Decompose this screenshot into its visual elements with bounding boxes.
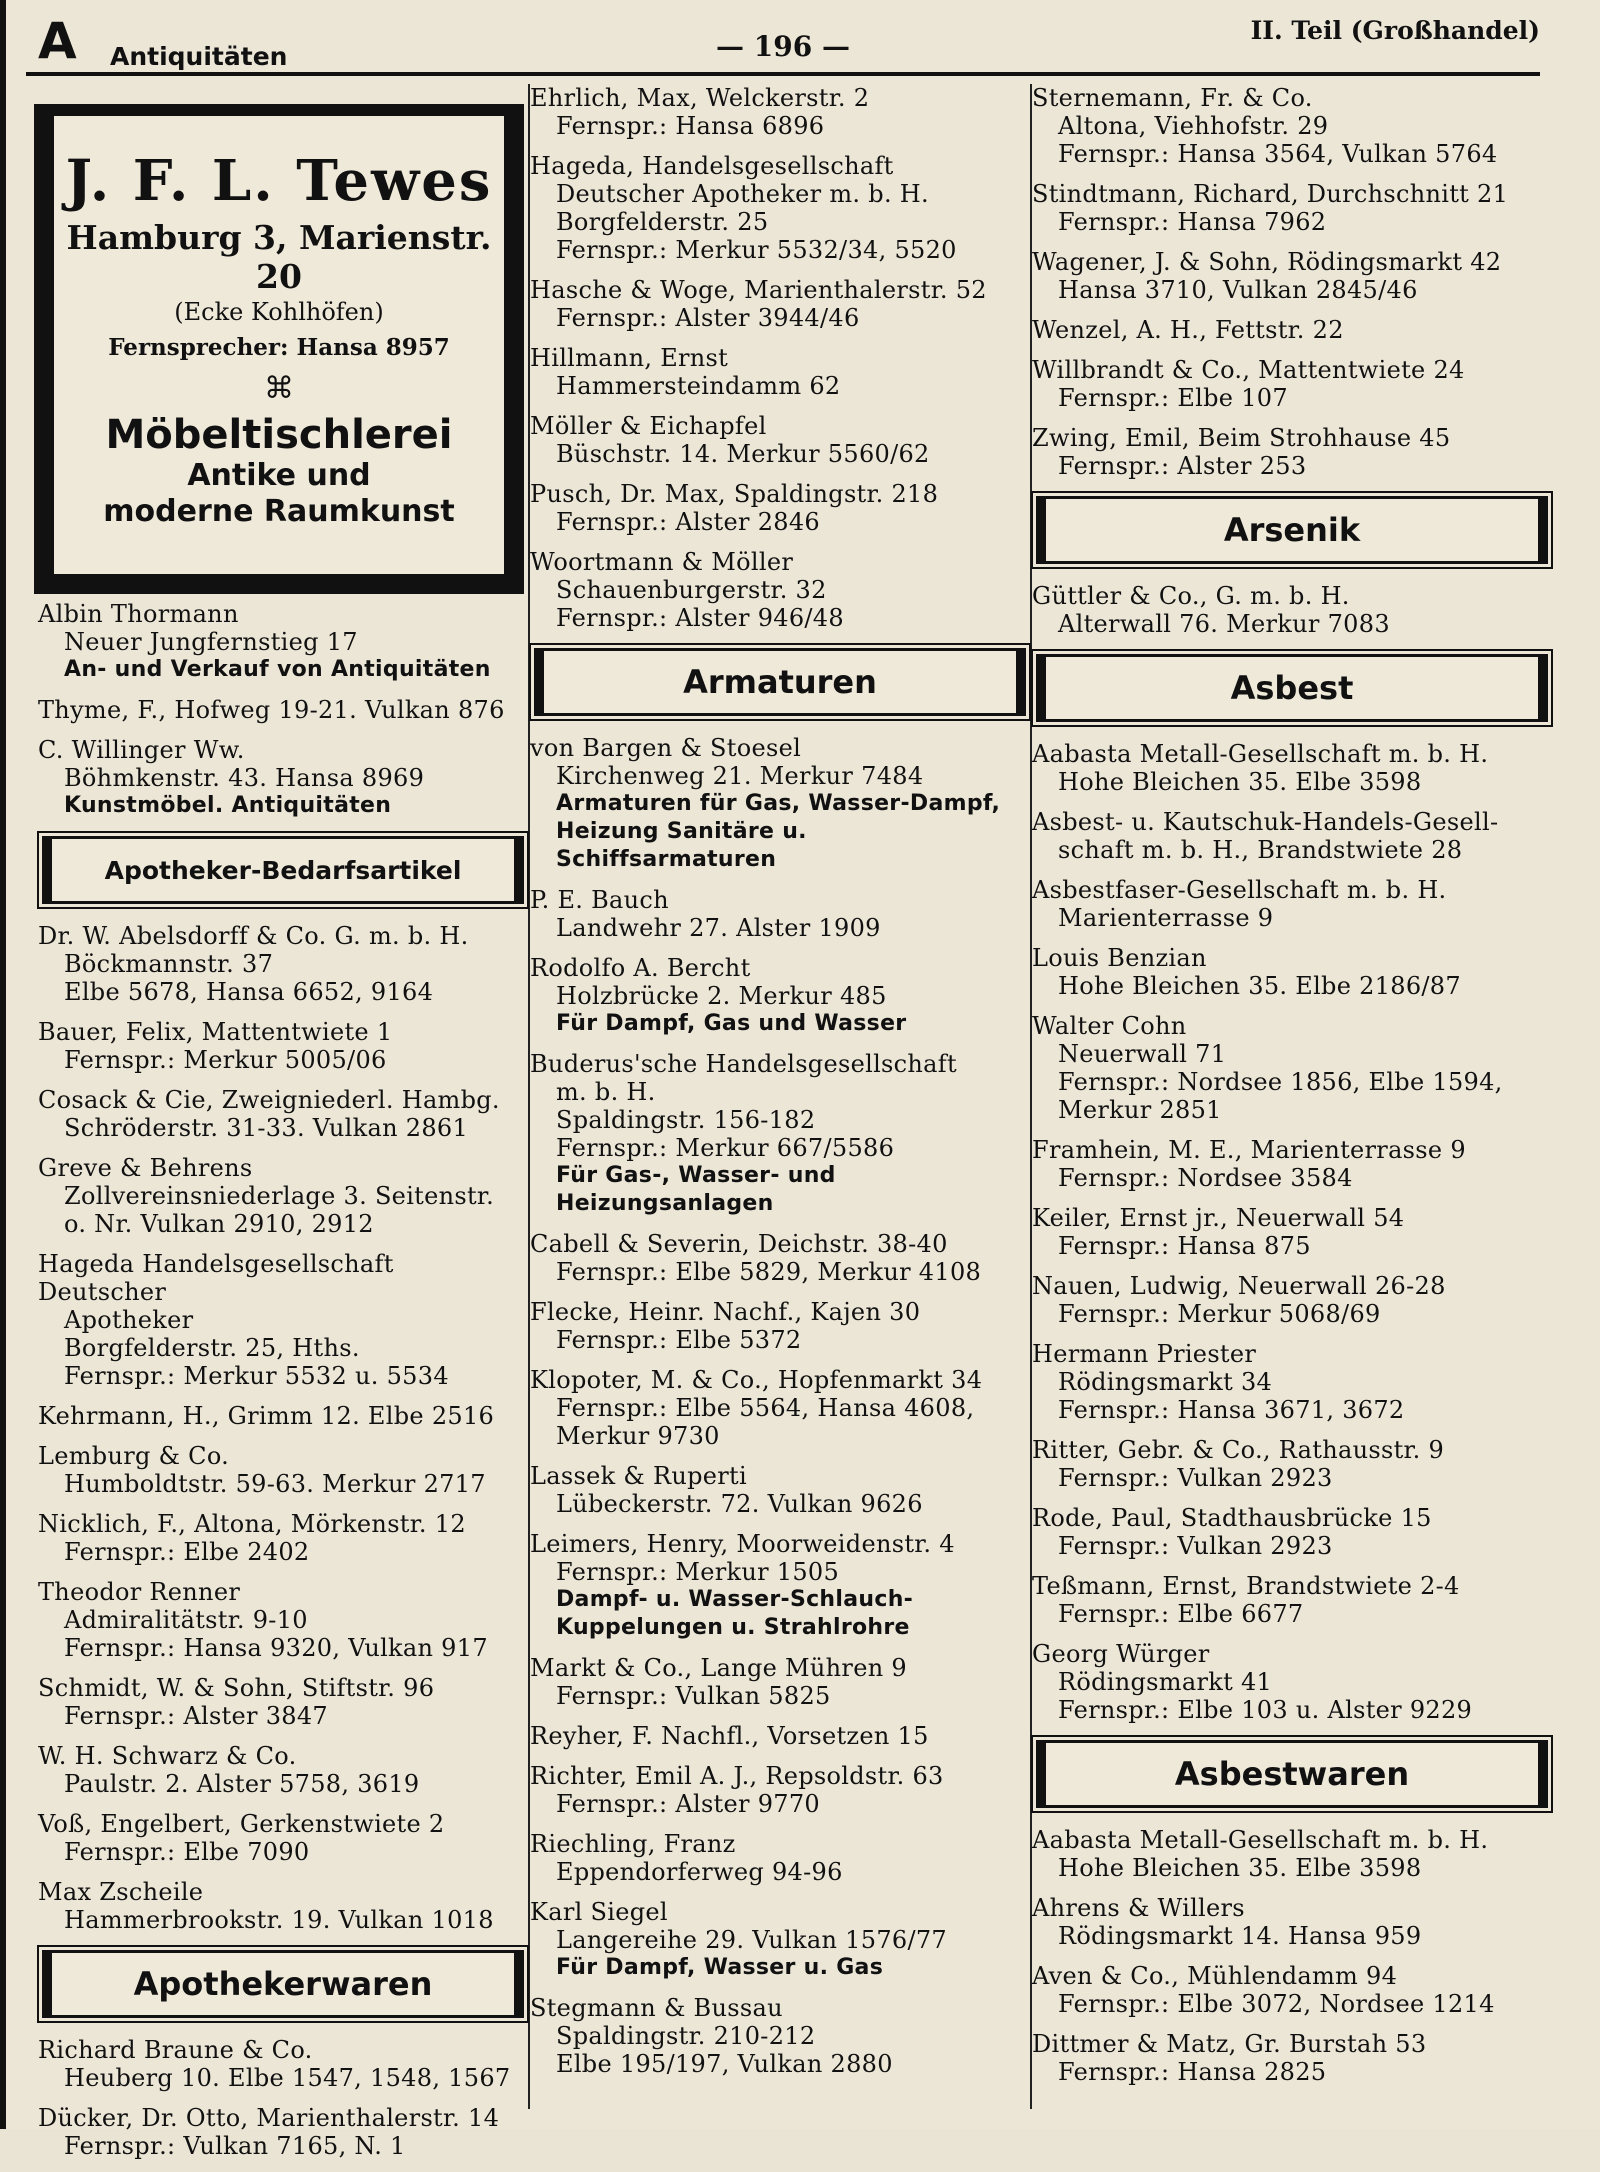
entry-detail: Holzbrücke 2. Merkur 485 [556, 982, 887, 1010]
directory-entry [530, 1298, 1030, 1354]
entry-detail: Fernspr.: Elbe 103 u. Alster 9229 [1058, 1696, 1473, 1724]
header-category: Antiquitäten [110, 42, 288, 71]
entry-detail: Büschstr. 14. Merkur 5560/62 [556, 440, 930, 468]
entry-name: Hermann Priester [1032, 1340, 1257, 1368]
column-1 [38, 600, 528, 2172]
directory-entry [530, 1462, 1030, 1518]
directory-entry [38, 2104, 528, 2160]
directory-entry [530, 480, 1030, 536]
entry-name: Markt & Co., Lange Mühren 9 [530, 1654, 907, 1682]
entry-detail: Alterwall 76. Merkur 7083 [1058, 610, 1390, 638]
entry-detail: Fernspr.: Hansa 875 [1058, 1232, 1311, 1260]
entry-name: Asbestfaser-Gesellschaft m. b. H. [1032, 876, 1447, 904]
directory-entry [38, 696, 528, 724]
entry-detail: Hammerbrookstr. 19. Vulkan 1018 [64, 1906, 494, 1934]
directory-entry [38, 736, 528, 820]
ad-subtitle-2: moderne Raumkunst [103, 494, 455, 529]
column-2 [530, 84, 1030, 2090]
entry-detail: Landwehr 27. Alster 1909 [556, 914, 881, 942]
entry-detail: Hammersteindamm 62 [556, 372, 841, 400]
entry-detail: Neuer Jungfernstieg 17 [64, 628, 358, 656]
entry-note: Dampf- u. Wasser-Schlauch-Kuppelungen u. Strahlrohre [556, 1587, 914, 1640]
entry-detail: Fernspr.: Merkur 1505 [556, 1558, 840, 1586]
entry-detail: Fernspr.: Merkur 5532 u. 5534 [64, 1362, 449, 1390]
entry-name: Cosack & Cie, Zweigniederl. Hambg. [38, 1086, 500, 1114]
entry-name: Woortmann & Möller [530, 548, 794, 576]
entry-name: Hageda, Handelsgesellschaft [530, 152, 894, 180]
entry-detail: Rödingsmarkt 34 [1058, 1368, 1273, 1396]
entry-name: Cabell & Severin, Deichstr. 38-40 [530, 1230, 948, 1258]
entry-detail: Hohe Bleichen 35. Elbe 3598 [1058, 1854, 1422, 1882]
ad-address: Hamburg 3, Marienstr. 20 [66, 218, 492, 296]
entry-name: Ehrlich, Max, Welckerstr. 2 [530, 84, 870, 112]
entry-detail: Fernspr.: Nordsee 1856, Elbe 1594, [1058, 1068, 1503, 1096]
entry-name: Keiler, Ernst jr., Neuerwall 54 [1032, 1204, 1405, 1232]
entry-name: Voß, Engelbert, Gerkenstwiete 2 [38, 1810, 445, 1838]
entry-name: Sternemann, Fr. & Co. [1032, 84, 1313, 112]
directory-entry [530, 1722, 1030, 1750]
entry-note: Für Dampf, Gas und Wasser [556, 1011, 907, 1036]
directory-entry [1032, 1640, 1552, 1724]
directory-entry [1032, 316, 1552, 344]
entry-detail: Fernspr.: Alster 2846 [556, 508, 820, 536]
entry-detail: Böckmannstr. 37 [64, 950, 274, 978]
entry-name: Güttler & Co., G. m. b. H. [1032, 582, 1350, 610]
entry-detail: Fernspr.: Elbe 5372 [556, 1326, 802, 1354]
section-heading: Armaturen [534, 648, 1026, 716]
entry-name: Greve & Behrens [38, 1154, 253, 1182]
ad-title: Möbeltischlerei [105, 412, 453, 458]
entry-detail: Merkur 9730 [556, 1422, 720, 1450]
entry-list [38, 922, 528, 1934]
entry-name: von Bargen & Stoesel [530, 734, 802, 762]
directory-entry [1032, 740, 1552, 796]
directory-entry [1032, 356, 1552, 412]
directory-entry [530, 886, 1030, 942]
ad-corner-note: (Ecke Kohlhöfen) [174, 298, 384, 326]
directory-entry [530, 1762, 1030, 1818]
entry-detail: Fernspr.: Elbe 5564, Hansa 4608, [556, 1394, 975, 1422]
directory-entry [38, 922, 528, 1006]
entry-name: P. E. Bauch [530, 886, 669, 914]
directory-entry [38, 600, 528, 684]
entry-detail: Fernspr.: Vulkan 2923 [1058, 1532, 1333, 1560]
entry-name: Klopoter, M. & Co., Hopfenmarkt 34 [530, 1366, 983, 1394]
entry-name: Theodor Renner [38, 1578, 241, 1606]
page-header [26, 12, 1540, 76]
directory-entry [38, 1810, 528, 1866]
entry-name: Thyme, F., Hofweg 19-21. Vulkan 876 [38, 696, 505, 724]
entry-detail: Fernspr.: Elbe 7090 [64, 1838, 310, 1866]
entry-name: Möller & Eichapfel [530, 412, 767, 440]
entry-detail: Böhmkenstr. 43. Hansa 8969 [64, 764, 425, 792]
ad-ornament-icon: ⌘ [264, 371, 294, 406]
entry-detail: Fernspr.: Merkur 5068/69 [1058, 1300, 1381, 1328]
entry-note: Für Dampf, Wasser u. Gas [556, 1955, 884, 1980]
directory-entry [530, 1994, 1030, 2078]
entry-name: Hasche & Woge, Marienthalerstr. 52 [530, 276, 987, 304]
directory-entry [530, 1898, 1030, 1982]
entry-name: Rode, Paul, Stadthausbrücke 15 [1032, 1504, 1432, 1532]
entry-detail: Fernspr.: Vulkan 2923 [1058, 1464, 1333, 1492]
ad-subtitle-1: Antike und [187, 458, 371, 493]
directory-entry [1032, 84, 1552, 168]
entry-detail: Fernspr.: Alster 9770 [556, 1790, 820, 1818]
entry-name: Georg Würger [1032, 1640, 1210, 1668]
entry-list [38, 600, 528, 820]
entry-detail: Rödingsmarkt 14. Hansa 959 [1058, 1922, 1422, 1950]
section-heading: Apothekerwaren [42, 1950, 524, 2018]
entry-list [1032, 84, 1552, 480]
entry-detail: Fernspr.: Elbe 107 [1058, 384, 1288, 412]
entry-name: Nauen, Ludwig, Neuerwall 26-28 [1032, 1272, 1446, 1300]
entry-name: Aabasta Metall-Gesellschaft m. b. H. [1032, 740, 1489, 768]
entry-detail: Fernspr.: Hansa 9320, Vulkan 917 [64, 1634, 488, 1662]
entry-name: Richter, Emil A. J., Repsoldstr. 63 [530, 1762, 944, 1790]
directory-entry [1032, 1012, 1552, 1124]
entry-detail: Fernspr.: Merkur 5005/06 [64, 1046, 387, 1074]
entry-detail: Altona, Viehhofstr. 29 [1058, 112, 1329, 140]
directory-entry [530, 954, 1030, 1038]
entry-detail: Neuerwall 71 [1058, 1040, 1227, 1068]
tewes-advertisement [34, 104, 524, 594]
directory-entry [530, 344, 1030, 400]
entry-name: Stindtmann, Richard, Durchschnitt 21 [1032, 180, 1509, 208]
directory-entry [1032, 1204, 1552, 1260]
directory-entry [38, 1442, 528, 1498]
entry-detail: Rödingsmarkt 41 [1058, 1668, 1273, 1696]
directory-entry [1032, 1504, 1552, 1560]
entry-name: Max Zscheile [38, 1878, 204, 1906]
directory-entry [1032, 1340, 1552, 1424]
entry-name: Flecke, Heinr. Nachf., Kajen 30 [530, 1298, 921, 1326]
header-part: II. Teil (Großhandel) [1250, 16, 1540, 45]
directory-entry [530, 276, 1030, 332]
entry-detail: Paulstr. 2. Alster 5758, 3619 [64, 1770, 420, 1798]
entry-note: An- und Verkauf von Antiquitäten [64, 657, 491, 682]
entry-detail: Fernspr.: Elbe 6677 [1058, 1600, 1304, 1628]
entry-name: Asbest- u. Kautschuk-Handels-Gesell- [1032, 808, 1499, 836]
directory-entry [38, 1086, 528, 1142]
directory-entry [1032, 582, 1552, 638]
section-heading: Asbest [1036, 654, 1548, 722]
entry-detail: Eppendorferweg 94-96 [556, 1858, 843, 1886]
directory-entry [38, 1674, 528, 1730]
entry-detail: schaft m. b. H., Brandstwiete 28 [1058, 836, 1463, 864]
entry-detail: Hansa 3710, Vulkan 2845/46 [1058, 276, 1418, 304]
entry-detail: Deutscher Apotheker m. b. H. [556, 180, 929, 208]
entry-detail: Elbe 195/197, Vulkan 2880 [556, 2050, 893, 2078]
entry-name: Schmidt, W. & Sohn, Stiftstr. 96 [38, 1674, 435, 1702]
entry-name: Louis Benzian [1032, 944, 1207, 972]
directory-entry [1032, 1272, 1552, 1328]
entry-name: W. H. Schwarz & Co. [38, 1742, 297, 1770]
directory-entry [38, 1510, 528, 1566]
directory-entry [530, 734, 1030, 874]
directory-entry [1032, 876, 1552, 932]
entry-detail: Borgfelderstr. 25, Hths. [64, 1334, 360, 1362]
header-letter: A [38, 12, 77, 70]
directory-entry [1032, 1436, 1552, 1492]
entry-detail: Fernspr.: Hansa 6896 [556, 112, 825, 140]
directory-entry [1032, 2030, 1552, 2086]
entry-detail: Admiralitätstr. 9-10 [64, 1606, 308, 1634]
entry-note: Armaturen für Gas, Wasser-Dampf, Heizung Sanitäre u. Schiffsarmaturen [556, 791, 1001, 872]
entry-detail: Fernspr.: Nordsee 3584 [1058, 1164, 1353, 1192]
directory-entry [38, 1250, 528, 1390]
entry-name: Teßmann, Ernst, Brandstwiete 2-4 [1032, 1572, 1460, 1600]
entry-list [1032, 582, 1552, 638]
entry-detail: Fernspr.: Vulkan 5825 [556, 1682, 831, 1710]
entry-name: Nicklich, F., Altona, Mörkenstr. 12 [38, 1510, 466, 1538]
entry-detail: Heuberg 10. Elbe 1547, 1548, 1567 [64, 2064, 511, 2092]
directory-entry [530, 1230, 1030, 1286]
entry-detail: Fernspr.: Hansa 2825 [1058, 2058, 1327, 2086]
column-3 [1032, 84, 1552, 2098]
entry-name: Dr. W. Abelsdorff & Co. G. m. b. H. [38, 922, 469, 950]
entry-detail: Borgfelderstr. 25 [556, 208, 769, 236]
ad-phone: Fernsprecher: Hansa 8957 [108, 334, 450, 361]
entry-name: Walter Cohn [1032, 1012, 1187, 1040]
directory-entry [530, 412, 1030, 468]
entry-name: Ritter, Gebr. & Co., Rathausstr. 9 [1032, 1436, 1445, 1464]
entry-detail: Fernspr.: Elbe 2402 [64, 1538, 310, 1566]
entry-name: Wagener, J. & Sohn, Rödingsmarkt 42 [1032, 248, 1502, 276]
entry-detail: Fernspr.: Elbe 3072, Nordsee 1214 [1058, 1990, 1495, 2018]
section-heading: Arsenik [1036, 496, 1548, 564]
directory-entry [38, 1878, 528, 1934]
directory-entry [1032, 1962, 1552, 2018]
entry-detail: Hohe Bleichen 35. Elbe 3598 [1058, 768, 1422, 796]
entry-list [1032, 1826, 1552, 2086]
entry-name: Dücker, Dr. Otto, Marienthalerstr. 14 [38, 2104, 500, 2132]
entry-list [530, 734, 1030, 2078]
entry-detail: Fernspr.: Vulkan 7165, N. 1 [64, 2132, 406, 2160]
entry-detail: Lübeckerstr. 72. Vulkan 9626 [556, 1490, 923, 1518]
entry-name: Wenzel, A. H., Fettstr. 22 [1032, 316, 1344, 344]
directory-entry [38, 1578, 528, 1662]
directory-entry [530, 1654, 1030, 1710]
directory-entry [530, 1830, 1030, 1886]
directory-entry [1032, 1826, 1552, 1882]
entry-detail: Merkur 2851 [1058, 1096, 1222, 1124]
entry-name: Willbrandt & Co., Mattentwiete 24 [1032, 356, 1465, 384]
entry-name: Albin Thormann [38, 600, 239, 628]
directory-entry [1032, 1136, 1552, 1192]
entry-detail: Kirchenweg 21. Merkur 7484 [556, 762, 924, 790]
entry-detail: Spaldingstr. 210-212 [556, 2022, 816, 2050]
directory-entry [1032, 1894, 1552, 1950]
entry-detail: Schröderstr. 31-33. Vulkan 2861 [64, 1114, 469, 1142]
entry-name: Buderus'sche Handelsgesellschaft [530, 1050, 957, 1078]
entry-name: Lassek & Ruperti [530, 1462, 747, 1490]
directory-entry [530, 1530, 1030, 1642]
entry-detail: Fernspr.: Hansa 3671, 3672 [1058, 1396, 1405, 1424]
entry-name: Karl Siegel [530, 1898, 668, 1926]
directory-entry [1032, 248, 1552, 304]
entry-detail: Humboldtstr. 59-63. Merkur 2717 [64, 1470, 486, 1498]
directory-entry [1032, 1572, 1552, 1628]
entry-name: Aven & Co., Mühlendamm 94 [1032, 1962, 1398, 1990]
directory-entry [38, 2036, 528, 2092]
entry-note: Kunstmöbel. Antiquitäten [64, 793, 392, 818]
entry-detail: Zollvereinsniederlage 3. Seitenstr. [64, 1182, 494, 1210]
entry-detail: m. b. H. [556, 1078, 656, 1106]
entry-detail: Langereihe 29. Vulkan 1576/77 [556, 1926, 947, 1954]
entry-detail: Fernspr.: Merkur 5532/34, 5520 [556, 236, 957, 264]
entry-detail: Marienterrasse 9 [1058, 904, 1274, 932]
page-number: — 196 — [716, 30, 850, 63]
entry-detail: Fernspr.: Alster 946/48 [556, 604, 844, 632]
entry-detail: Fernspr.: Alster 253 [1058, 452, 1307, 480]
entry-detail: Fernspr.: Alster 3847 [64, 1702, 328, 1730]
directory-entry [38, 1018, 528, 1074]
entry-name: Leimers, Henry, Moorweidenstr. 4 [530, 1530, 955, 1558]
directory-entry [530, 84, 1030, 140]
entry-detail: o. Nr. Vulkan 2910, 2912 [64, 1210, 374, 1238]
entry-detail: Hohe Bleichen 35. Elbe 2186/87 [1058, 972, 1461, 1000]
entry-name: C. Willinger Ww. [38, 736, 245, 764]
entry-detail: Apotheker [64, 1306, 194, 1334]
directory-entry [530, 1050, 1030, 1218]
directory-entry [1032, 180, 1552, 236]
directory-entry [1032, 424, 1552, 480]
entry-name: Riechling, Franz [530, 1830, 736, 1858]
entry-name: Aabasta Metall-Gesellschaft m. b. H. [1032, 1826, 1489, 1854]
entry-name: Rodolfo A. Bercht [530, 954, 751, 982]
entry-name: Dittmer & Matz, Gr. Burstah 53 [1032, 2030, 1427, 2058]
entry-name: Framhein, M. E., Marienterrasse 9 [1032, 1136, 1466, 1164]
entry-detail: Fernspr.: Hansa 7962 [1058, 208, 1327, 236]
entry-name: Zwing, Emil, Beim Strohhause 45 [1032, 424, 1451, 452]
entry-name: Stegmann & Bussau [530, 1994, 783, 2022]
entry-detail: Elbe 5678, Hansa 6652, 9164 [64, 978, 434, 1006]
entry-detail: Spaldingstr. 156-182 [556, 1106, 816, 1134]
entry-name: Pusch, Dr. Max, Spaldingstr. 218 [530, 480, 939, 508]
section-heading: Apotheker-Bedarfsartikel [42, 836, 524, 904]
entry-list [38, 2036, 528, 2160]
directory-entry [530, 152, 1030, 264]
ad-company-name: J. F. L. Tewes [65, 148, 493, 214]
entry-name: Richard Braune & Co. [38, 2036, 313, 2064]
entry-detail: Fernspr.: Alster 3944/46 [556, 304, 860, 332]
entry-name: Reyher, F. Nachfl., Vorsetzen 15 [530, 1722, 929, 1750]
entry-detail: Fernspr.: Hansa 3564, Vulkan 5764 [1058, 140, 1498, 168]
directory-entry [1032, 944, 1552, 1000]
entry-list [530, 84, 1030, 632]
section-heading: Asbestwaren [1036, 1740, 1548, 1808]
entry-name: Hillmann, Ernst [530, 344, 729, 372]
entry-name: Ahrens & Willers [1032, 1894, 1245, 1922]
entry-note: Für Gas-, Wasser- und Heizungsanlagen [556, 1163, 836, 1216]
directory-entry [530, 1366, 1030, 1450]
entry-name: Lemburg & Co. [38, 1442, 230, 1470]
directory-entry [38, 1402, 528, 1430]
entry-detail: Fernspr.: Merkur 667/5586 [556, 1134, 895, 1162]
entry-name: Hageda Handelsgesellschaft Deutscher [38, 1250, 394, 1306]
entry-detail: Fernspr.: Elbe 5829, Merkur 4108 [556, 1258, 982, 1286]
entry-name: Kehrmann, H., Grimm 12. Elbe 2516 [38, 1402, 495, 1430]
directory-entry [1032, 808, 1552, 864]
entry-detail: Schauenburgerstr. 32 [556, 576, 827, 604]
directory-entry [38, 1154, 528, 1238]
entry-list [1032, 740, 1552, 1724]
entry-name: Bauer, Felix, Mattentwiete 1 [38, 1018, 393, 1046]
directory-entry [38, 1742, 528, 1798]
directory-entry [530, 548, 1030, 632]
